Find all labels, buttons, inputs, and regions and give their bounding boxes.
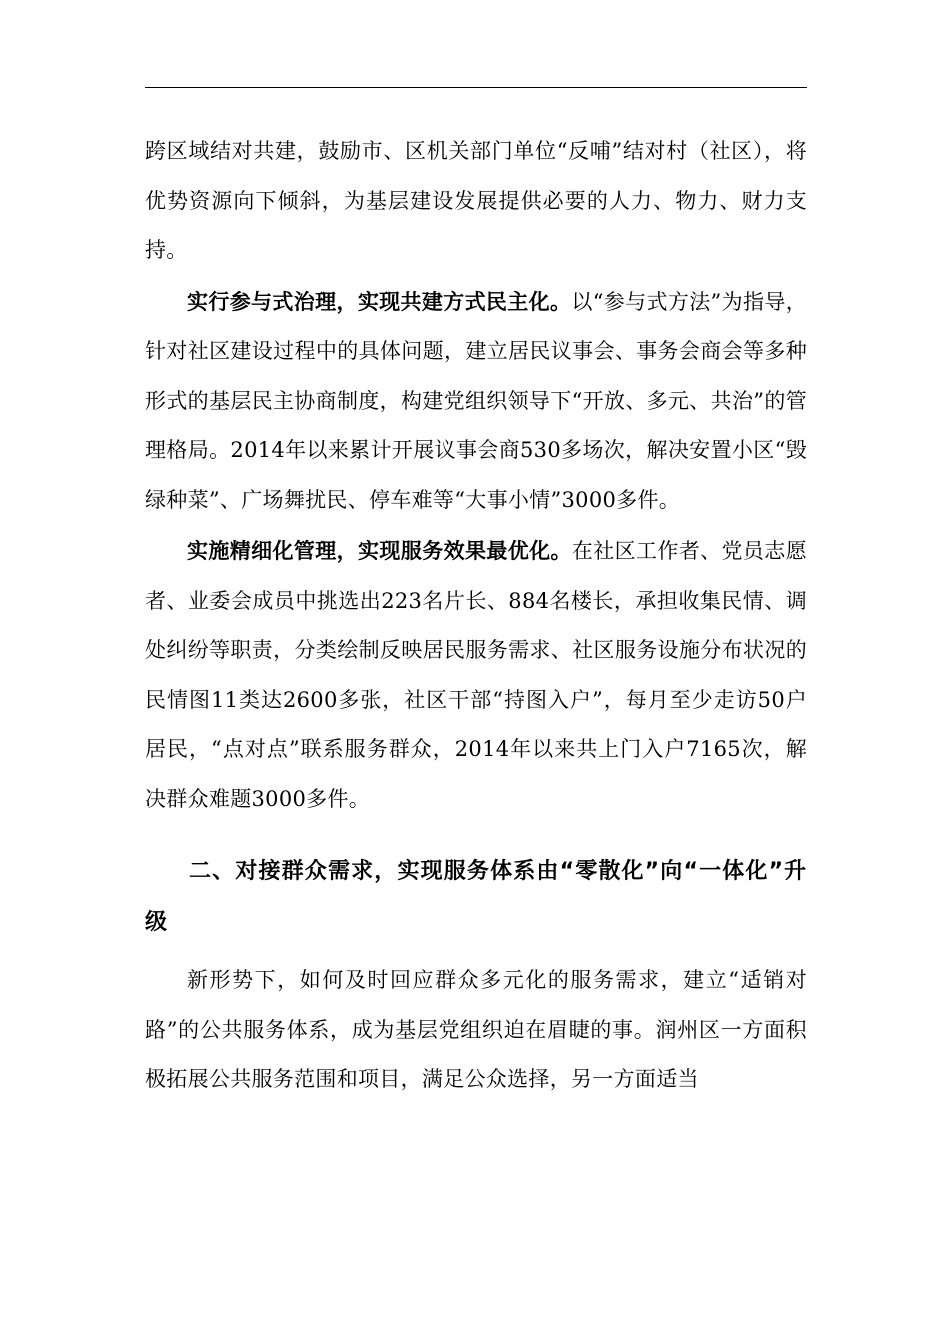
paragraph-body-participatory: 以“参与式方法”为指导，针对社区建设过程中的具体问题，建立居民议事会、事务会商会等多种形式的基层民主协商制度，构建党组织领导下“开放、多元、共治”的管理格局。2014年以来累计开展议事会商530多场次，解决安置小区“毁绿种菜”、广场舞扰民、停车难等“大事小情”3000多件。 <box>145 289 807 512</box>
paragraph-body-refined: 在社区工作者、党员志愿者、业委会成员中挑选出223名片长、884名楼长，承担收集民情、调处纠纷等职责，分类绘制反映居民服务需求、社区服务设施分布状况的民情图11类达2600多张，社区干部“持图入户”，每月至少走访50户居民，“点对点”联系服务群众，2014年以来共上门入户7165次，解决群众难题3000多件。 <box>145 539 807 811</box>
header-rule <box>145 87 807 88</box>
paragraph-continuation: 跨区域结对共建，鼓励市、区机关部门单位“反哺”结对村（社区），将优势资源向下倾斜，为基层建设发展提供必要的人力、物力、财力支持。 <box>145 139 807 262</box>
section-heading: 二、对接群众需求，实现服务体系由“零散化”向“一体化”升级 <box>145 859 807 935</box>
paragraph-participatory-governance <box>145 277 807 526</box>
paragraph-closing: 新形势下，如何及时回应群众多元化的服务需求，建立“适销对路”的公共服务体系，成为基层党组织迫在眉睫的事。润州区一方面积极拓展公共服务范围和项目，满足公众选择，另一方面适当 <box>145 968 807 1091</box>
paragraph-lead-participatory: 实行参与式治理，实现共建方式民主化。 <box>187 288 572 314</box>
paragraph-refined-management <box>145 526 807 824</box>
paragraph-lead-refined: 实施精细化管理，实现服务效果最优化。 <box>187 538 572 563</box>
document-body <box>145 127 807 1105</box>
